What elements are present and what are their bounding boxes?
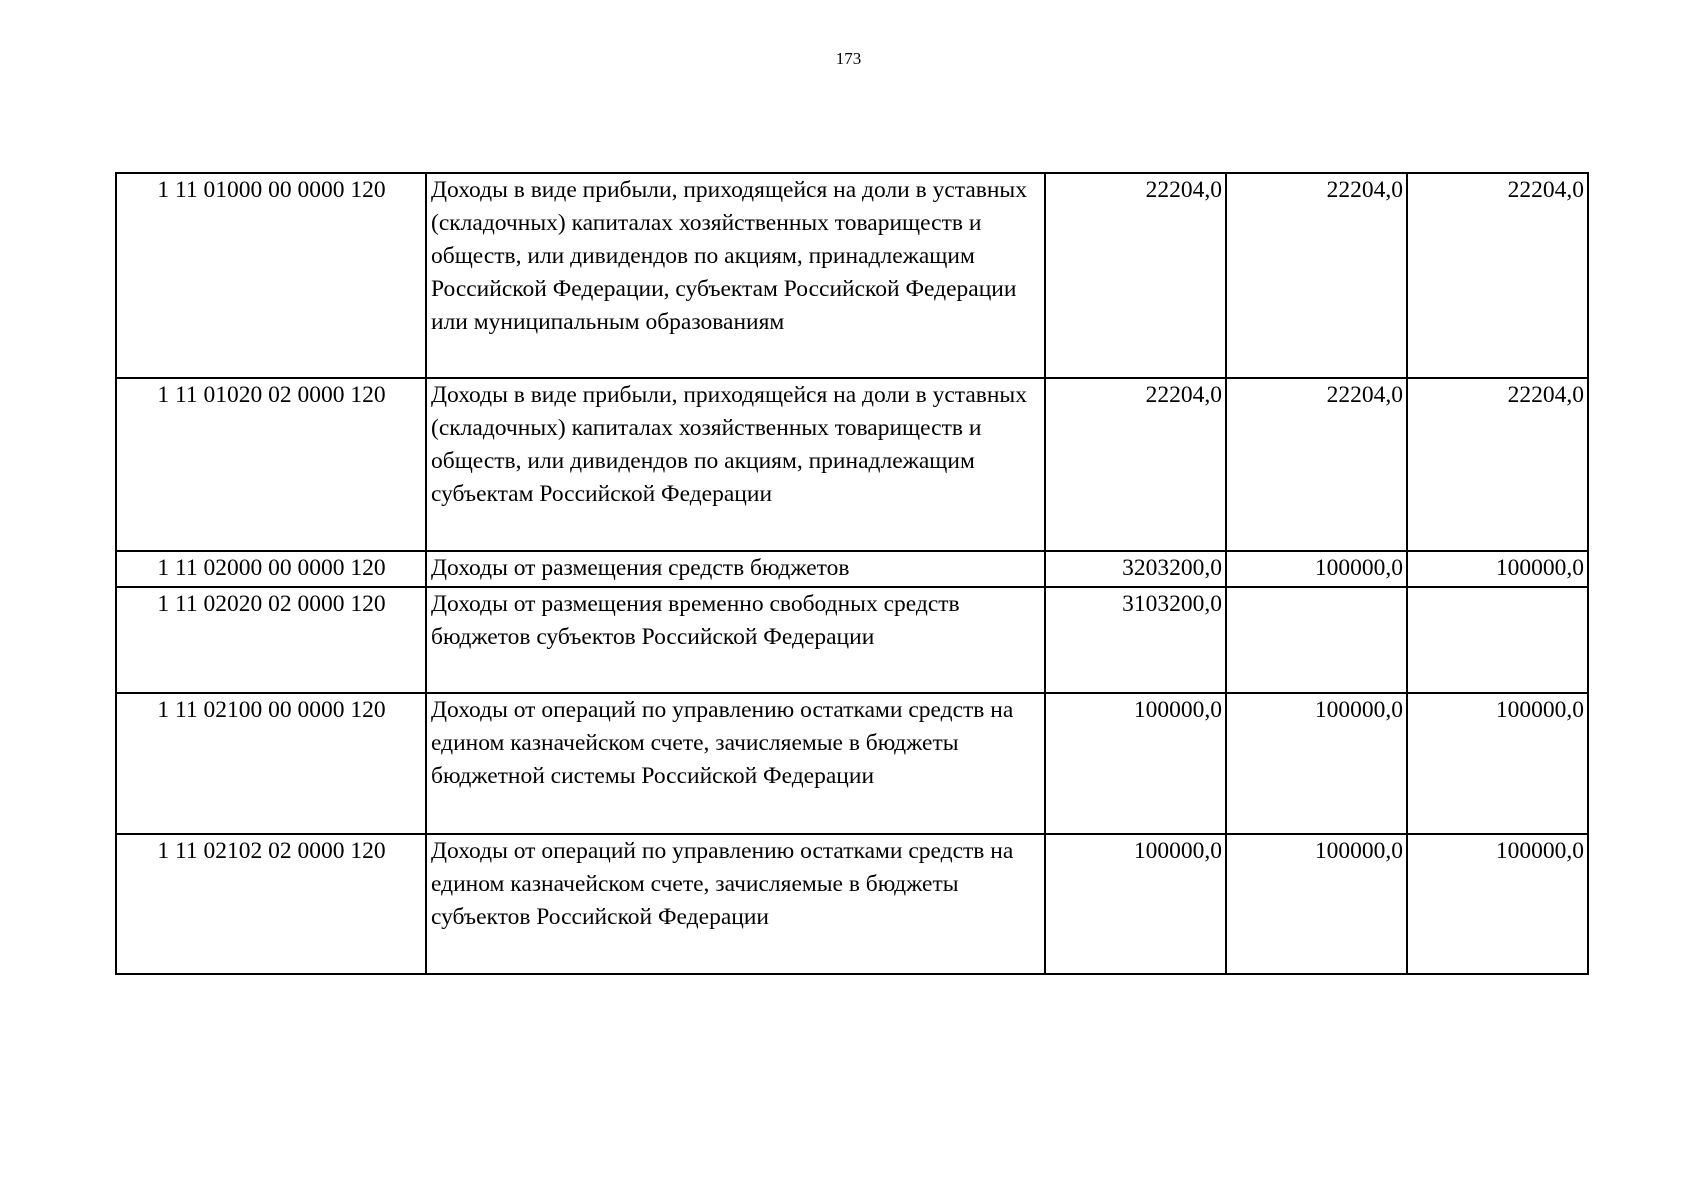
amount-year2-cell: 100000,0 xyxy=(1226,834,1407,974)
amount-year1-cell: 100000,0 xyxy=(1045,834,1226,974)
table-row xyxy=(116,378,1588,551)
amount-year1-cell: 22204,0 xyxy=(1045,378,1226,551)
budget-code-cell: 1 11 01020 02 0000 120 xyxy=(116,378,426,551)
amount-year1-cell: 22204,0 xyxy=(1045,173,1226,378)
amount-year3-cell: 22204,0 xyxy=(1407,173,1588,378)
revenue-table xyxy=(115,172,1589,975)
table-row xyxy=(116,551,1588,587)
revenue-name-cell: Доходы от размещения средств бюджетов xyxy=(426,551,1045,587)
revenue-name-cell: Доходы от операций по управлению остатками средств на едином казначейском счете, зачисляемые в бюджеты субъектов Российской Федерации xyxy=(426,834,1045,974)
table-row xyxy=(116,834,1588,974)
amount-year2-cell xyxy=(1226,587,1407,693)
budget-code-cell: 1 11 02100 00 0000 120 xyxy=(116,693,426,834)
revenue-name-cell: Доходы в виде прибыли, приходящейся на доли в уставных (складочных) капиталах хозяйственных товариществ и обществ, или дивидендов по акциям, принадлежащим Российской Федерации, субъектам Российской Федерации или муниципальным образованиям xyxy=(426,173,1045,378)
amount-year3-cell: 22204,0 xyxy=(1407,378,1588,551)
amount-year1-cell: 3203200,0 xyxy=(1045,551,1226,587)
amount-year3-cell: 100000,0 xyxy=(1407,551,1588,587)
table-row xyxy=(116,173,1588,378)
budget-code-cell: 1 11 02000 00 0000 120 xyxy=(116,551,426,587)
table-row xyxy=(116,693,1588,834)
amount-year1-cell: 100000,0 xyxy=(1045,693,1226,834)
table-row xyxy=(116,587,1588,693)
budget-code-cell: 1 11 01000 00 0000 120 xyxy=(116,173,426,378)
amount-year3-cell: 100000,0 xyxy=(1407,834,1588,974)
amount-year2-cell: 22204,0 xyxy=(1226,378,1407,551)
revenue-name-cell: Доходы от размещения временно свободных средств бюджетов субъектов Российской Федерации xyxy=(426,587,1045,693)
amount-year2-cell: 100000,0 xyxy=(1226,693,1407,834)
amount-year3-cell xyxy=(1407,587,1588,693)
amount-year1-cell: 3103200,0 xyxy=(1045,587,1226,693)
amount-year2-cell: 22204,0 xyxy=(1226,173,1407,378)
revenue-name-cell: Доходы в виде прибыли, приходящейся на доли в уставных (складочных) капиталах хозяйственных товариществ и обществ, или дивидендов по акциям, принадлежащим субъектам Российской Федерации xyxy=(426,378,1045,551)
budget-code-cell: 1 11 02102 02 0000 120 xyxy=(116,834,426,974)
amount-year2-cell: 100000,0 xyxy=(1226,551,1407,587)
budget-code-cell: 1 11 02020 02 0000 120 xyxy=(116,587,426,693)
revenue-name-cell: Доходы от операций по управлению остатками средств на едином казначейском счете, зачисляемые в бюджеты бюджетной системы Российской Федерации xyxy=(426,693,1045,834)
page-number: 173 xyxy=(835,49,862,68)
amount-year3-cell: 100000,0 xyxy=(1407,693,1588,834)
